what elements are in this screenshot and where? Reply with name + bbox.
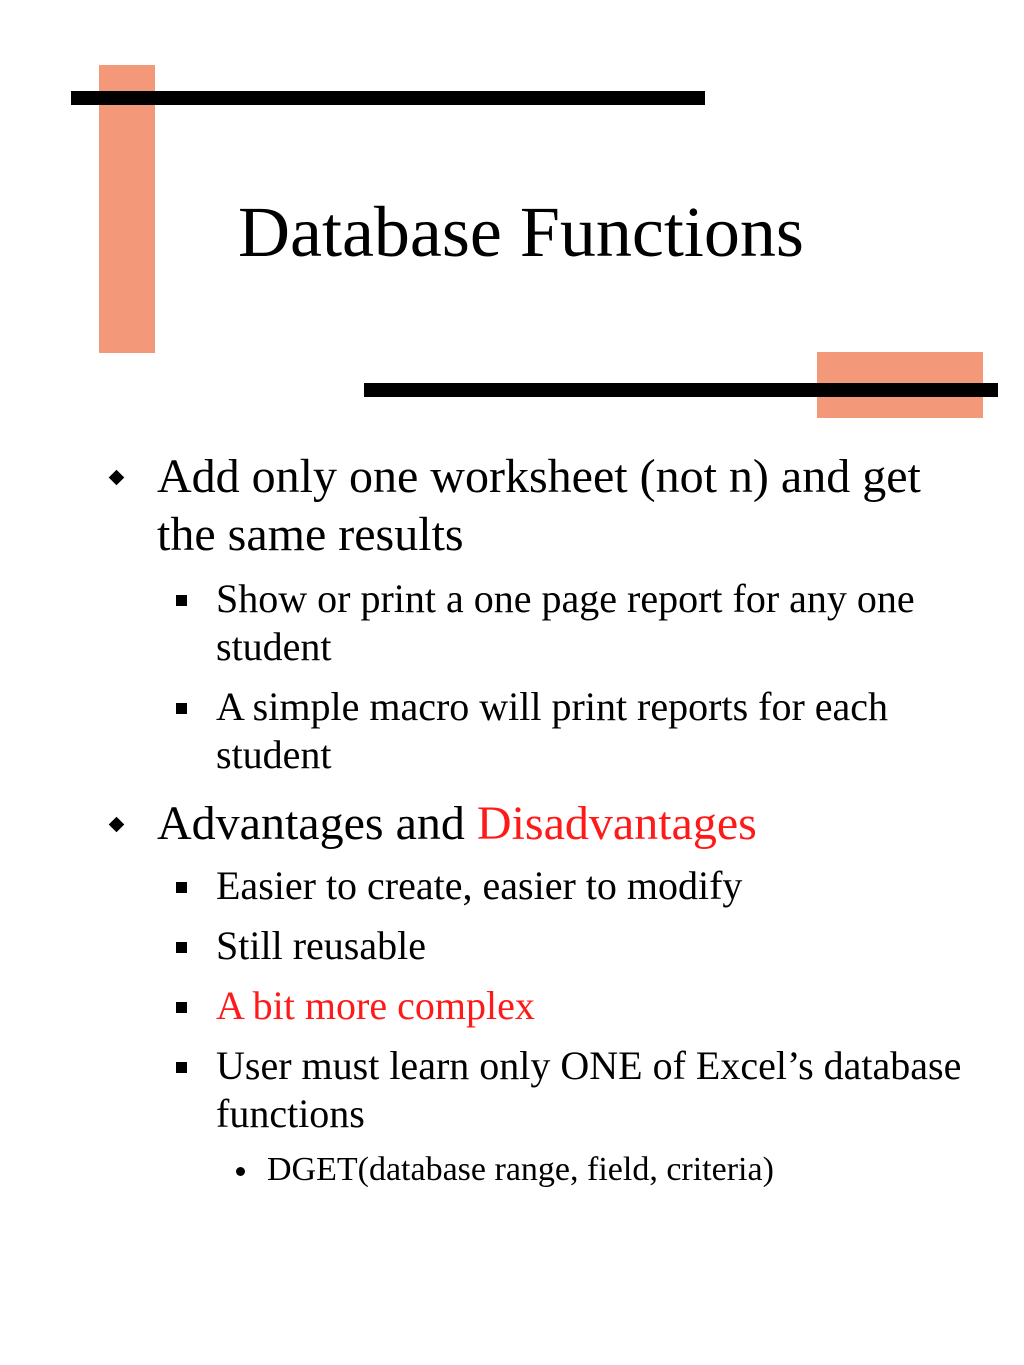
square-bullet-icon — [176, 1002, 187, 1013]
dot-bullet-icon — [236, 1167, 245, 1176]
bullet-item-level2 — [216, 575, 976, 671]
bullet-item-level1 — [157, 448, 947, 564]
bullet-text: User must learn only ONE of Excel’s database functions — [216, 1043, 962, 1136]
bullet-item-level3 — [267, 1150, 987, 1190]
bullet-text: A simple macro will print reports for each student — [216, 684, 889, 777]
bullet-text: Still reusable — [216, 923, 426, 968]
bullet-item-level2 — [216, 922, 976, 970]
slide-title: Database Functions — [238, 192, 804, 272]
diamond-bullet-icon — [109, 817, 125, 833]
square-bullet-icon — [176, 595, 187, 606]
bullet-text-highlight: Disadvantages — [476, 797, 757, 850]
bullet-text: Add only one worksheet (not n) and get the same results — [157, 450, 921, 561]
decorative-top-line — [71, 91, 705, 105]
bullet-text: DGET(database range, field, criteria) — [267, 1151, 774, 1188]
diamond-bullet-icon — [109, 470, 125, 486]
square-bullet-icon — [176, 942, 187, 953]
decorative-vertical-bar — [99, 65, 155, 353]
bullet-item-level1 — [157, 795, 947, 853]
square-bullet-icon — [176, 882, 187, 893]
bullet-item-level2 — [216, 982, 976, 1030]
decorative-bottom-line — [364, 383, 998, 397]
bullet-item-level2 — [216, 683, 976, 779]
square-bullet-icon — [176, 703, 187, 714]
bullet-text: Advantages and — [157, 797, 477, 850]
bullet-item-level2 — [216, 1042, 976, 1138]
square-bullet-icon — [176, 1062, 187, 1073]
bullet-text: Show or print a one page report for any one student — [216, 576, 915, 669]
bullet-text: A bit more complex — [216, 983, 535, 1028]
bullet-text: Easier to create, easier to modify — [216, 863, 743, 908]
bullet-item-level2 — [216, 862, 976, 910]
